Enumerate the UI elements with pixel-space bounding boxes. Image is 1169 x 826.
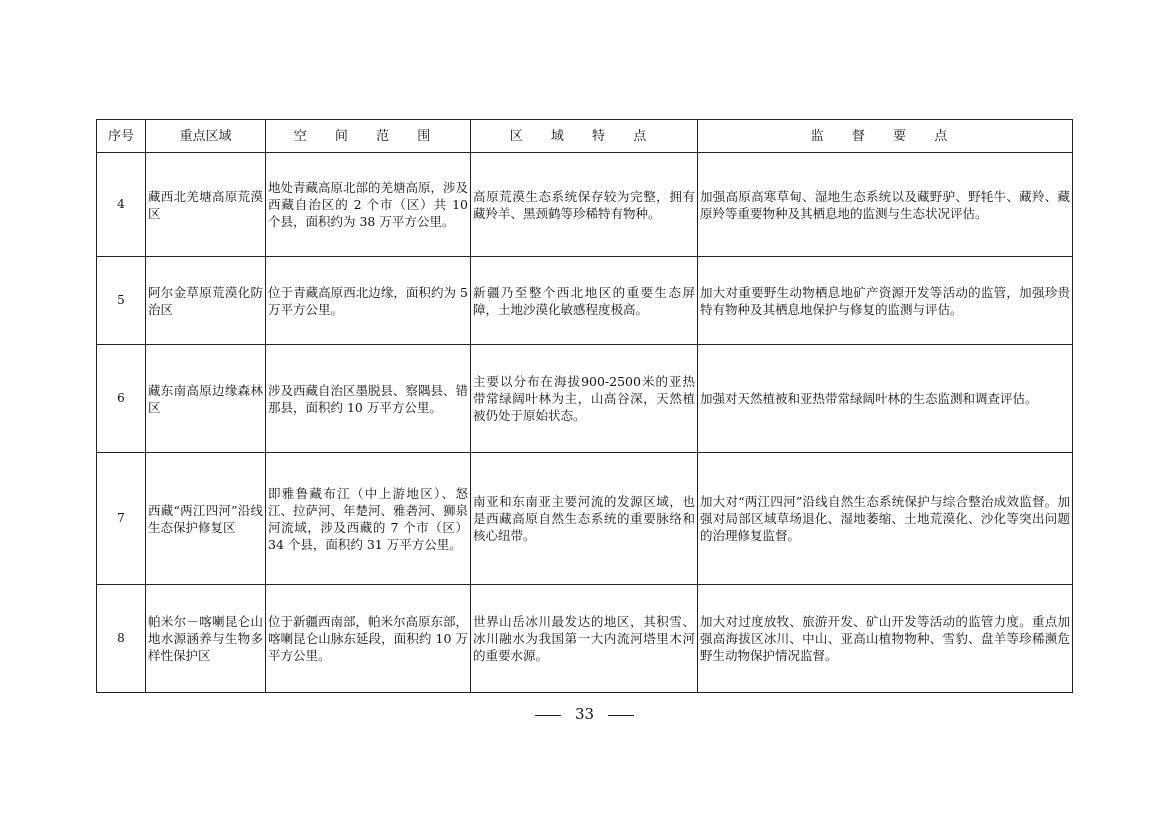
- cell-no: 5: [97, 257, 146, 345]
- cell-features: 世界山岳冰川最发达的地区，其积雪、冰川融水为我国第一大内流河塔里木河的重要水源。: [471, 585, 698, 693]
- cell-supervision: 加大对重要野生动物栖息地矿产资源开发等活动的监管，加强珍贵特有物种及其栖息地保护与修复的监测与评估。: [698, 257, 1073, 345]
- table-row: [97, 257, 1073, 345]
- cell-features: 新疆乃至整个西北地区的重要生态屏障，土地沙漠化敏感程度极高。: [471, 257, 698, 345]
- table-row: [97, 153, 1073, 257]
- page-number: 33: [574, 705, 595, 723]
- cell-no: 8: [97, 585, 146, 693]
- cell-scope: 位于青藏高原西北边缘，面积约为 5 万平方公里。: [266, 257, 471, 345]
- header-scope: 空 间 范 围: [266, 120, 471, 153]
- cell-area: 藏东南高原边缘森林区: [146, 345, 266, 453]
- cell-no: 4: [97, 153, 146, 257]
- cell-supervision: 加大对过度放牧、旅游开发、矿山开发等活动的监管力度。重点加强高海拔区冰川、中山、亚高山植物物种、雪豹、盘羊等珍稀濒危野生动物保护情况监督。: [698, 585, 1073, 693]
- cell-no: 7: [97, 453, 146, 585]
- header-area: 重点区域: [146, 120, 266, 153]
- header-features: 区 域 特 点: [471, 120, 698, 153]
- page-footer: [0, 705, 1169, 723]
- cell-supervision: 加强对天然植被和亚热带常绿阔叶林的生态监测和调查评估。: [698, 345, 1073, 453]
- cell-area: 藏西北羌塘高原荒漠区: [146, 153, 266, 257]
- cell-supervision: 加大对“两江四河”沿线自然生态系统保护与综合整治成效监督。加强对局部区域草场退化、湿地萎缩、土地荒漠化、沙化等突出问题的治理修复监督。: [698, 453, 1073, 585]
- table-header-row: [97, 120, 1073, 153]
- cell-area: 西藏“两江四河”沿线生态保护修复区: [146, 453, 266, 585]
- footer-dash-right: [608, 715, 634, 716]
- header-no: 序号: [97, 120, 146, 153]
- cell-scope: 地处青藏高原北部的羌塘高原，涉及西藏自治区的 2 个市（区）共 10 个县，面积约为 38 万平方公里。: [266, 153, 471, 257]
- cell-no: 6: [97, 345, 146, 453]
- table-row: [97, 345, 1073, 453]
- table-row: [97, 453, 1073, 585]
- header-supervision: 监 督 要 点: [698, 120, 1073, 153]
- cell-supervision: 加强高原高寒草甸、湿地生态系统以及藏野驴、野牦牛、藏羚、藏原羚等重要物种及其栖息地的监测与生态状况评估。: [698, 153, 1073, 257]
- cell-scope: 位于新疆西南部，帕米尔高原东部，喀喇昆仑山脉东延段，面积约 10 万平方公里。: [266, 585, 471, 693]
- cell-area: 帕米尔－喀喇昆仑山地水源涵养与生物多样性保护区: [146, 585, 266, 693]
- cell-features: 高原荒漠生态系统保存较为完整，拥有藏羚羊、黑颈鹤等珍稀特有物种。: [471, 153, 698, 257]
- cell-area: 阿尔金草原荒漠化防治区: [146, 257, 266, 345]
- cell-features: 主要以分布在海拔900-2500米的亚热带常绿阔叶林为主，山高谷深，天然植被仍处于原始状态。: [471, 345, 698, 453]
- regions-table: [96, 119, 1073, 693]
- cell-features: 南亚和东南亚主要河流的发源区域，也是西藏高原自然生态系统的重要脉络和核心纽带。: [471, 453, 698, 585]
- table-row: [97, 585, 1073, 693]
- cell-scope: 涉及西藏自治区墨脱县、察隅县、错那县，面积约 10 万平方公里。: [266, 345, 471, 453]
- footer-dash-left: [535, 715, 561, 716]
- cell-scope: 即雅鲁藏布江（中上游地区）、怒江、拉萨河、年楚河、雅砻河、狮泉河流域，涉及西藏的 7 个市（区）34 个县，面积约 31 万平方公里。: [266, 453, 471, 585]
